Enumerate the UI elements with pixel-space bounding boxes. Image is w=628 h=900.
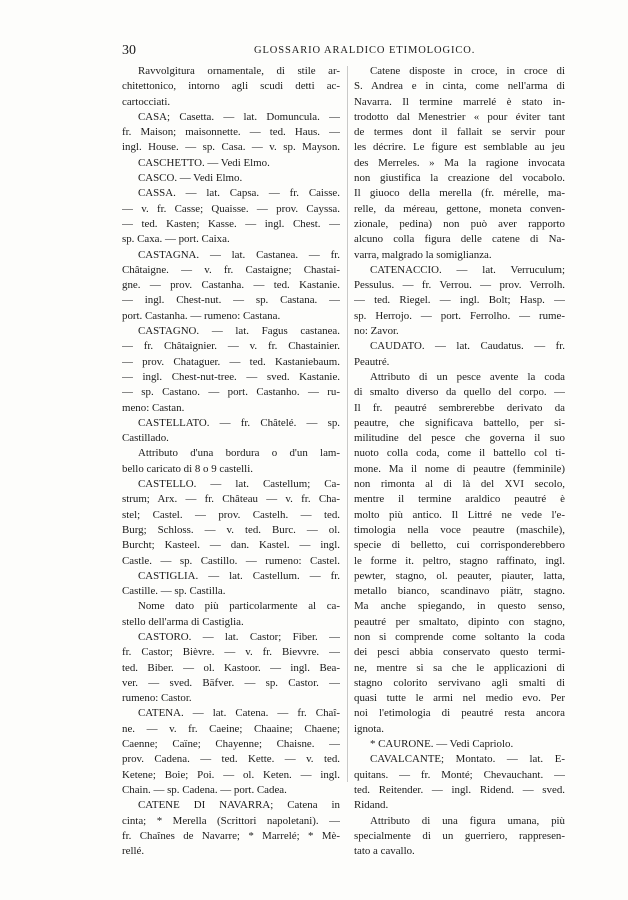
text-line: specialmente di un guerriero, rappresen-: [354, 829, 565, 842]
text-line: CASCHETTO. — Vedi Elmo.: [138, 156, 270, 169]
text-line: Attributo di una figura umana, più: [370, 814, 565, 827]
text-line: metallo bianco, scandinavo piätr, stagno.: [354, 585, 565, 598]
text-line: ignota.: [354, 722, 384, 735]
text-line: mentre il termine araldico peautré è: [354, 493, 565, 506]
text-line: * CAURONE. — Vedi Capriolo.: [370, 738, 514, 751]
text-line: des Merreles. » Ma la ragione invocata: [354, 156, 565, 169]
text-line: fr. Maison; maisonnette. — ted. Haus. —: [122, 126, 340, 139]
text-line: Ridand.: [354, 799, 389, 812]
page-header: [122, 43, 564, 61]
text-line: bello caricato di 8 o 9 castelli.: [122, 462, 253, 475]
text-line: — v. fr. Casse; Quaisse. — prov. Cayssa.: [122, 202, 340, 215]
text-line: ne. — v. fr. Caeine; Chaaine; Chaene;: [122, 722, 340, 735]
text-line: varra, malgrado la somiglianza.: [354, 248, 492, 261]
text-line: — ingl. Chest-nut-tree. — sved. Kastanie.: [122, 370, 340, 383]
text-line: peautre, che significava battello, per si-: [354, 416, 565, 429]
text-line: sp. Herrojo. — port. Ferrolho. — rume-: [354, 309, 565, 322]
text-line: CATENA. — lat. Catena. — fr. Chaî-: [138, 707, 340, 720]
text-line: fr. Castor; Bièvre. — v. fr. Bievvre. —: [122, 646, 340, 659]
text-line: nuoto colla coda, come il battello col ti-: [354, 447, 565, 460]
text-line: port. Castanha. — rumeno: Castana.: [122, 309, 281, 322]
text-line: noi l'etimologia di peautré resta ancora: [354, 707, 565, 720]
text-line: Burcht; Kasteel. — dan. Kastel. — ingl.: [122, 539, 340, 552]
text-line: CATENE DI NAVARRA; Catena in: [138, 799, 340, 812]
text-line: ingl. House. — sp. Casa. — v. sp. Mayson.: [122, 141, 340, 154]
text-line: chitettonico, intorno agli scudi detti ac-: [122, 80, 340, 93]
text-line: S. Andrea e in cinta, come nell'arma di: [354, 80, 565, 93]
text-line: le forme it. peltro, stagno raffinato, ingl.: [354, 554, 565, 567]
text-line: ted. Reitender. — ingl. Ridend. — sved.: [354, 783, 565, 796]
text-line: CASTAGNA. — lat. Castanea. — fr.: [138, 248, 340, 261]
text-line: Navarra. Il termine marrelé è stato in-: [354, 95, 565, 108]
text-line: CASTIGLIA. — lat. Castellum. — fr.: [138, 569, 340, 582]
text-line: Pessulus. — fr. Verrou. — prov. Verrolh.: [354, 279, 565, 292]
text-line: CASTORO. — lat. Castor; Fiber. —: [138, 630, 340, 643]
text-line: les décrire. Le figure est semblable au jeu: [354, 141, 565, 154]
text-line: de termes dont il fallait se servir pour: [354, 126, 565, 139]
text-line: Peautré.: [354, 355, 390, 368]
text-line: Burg; Schloss. — v. ted. Burc. — ol.: [122, 523, 340, 536]
text-line: stello dell'arma di Castiglia.: [122, 615, 244, 628]
text-line: peautré per smaltato, dipinto con stagno,: [354, 615, 565, 628]
text-line: strum; Arx. — fr. Château — v. fr. Cha-: [122, 493, 340, 506]
text-line: — ingl. Chest-nut. — sp. Castana. —: [122, 294, 340, 307]
text-line: quasi tutte le armi nel medio evo. Per: [354, 692, 565, 705]
right-column: [354, 64, 565, 859]
text-line: non rimonta al di là del XVI secolo,: [354, 478, 565, 491]
text-line: prov. Cadena. — ted. Kette. — v. ted.: [122, 753, 340, 766]
text-line: gne. — prov. Castanha. — ted. Kastanie.: [122, 279, 340, 292]
text-line: Attributo d'una bordura o d'un lam-: [138, 447, 340, 460]
column-divider: [347, 66, 348, 782]
running-title: GLOSSARIO ARALDICO ETIMOLOGICO.: [254, 45, 476, 56]
text-line: meno: Castan.: [122, 401, 185, 414]
text-line: specie di belletto, cui corrisponderebbero: [354, 539, 565, 552]
text-line: cinta; * Merella (Scrittori napoletani). —: [122, 814, 340, 827]
text-line: non giustifica la creazione del vocabolo.: [354, 172, 565, 185]
text-line: mone. Ma il nome di peautre (femminile): [354, 462, 565, 475]
text-line: militudine del pesce che governa il suo: [354, 432, 565, 445]
page-number: 30: [122, 43, 136, 58]
text-line: — sp. Castano. — port. Castanho. — ru-: [122, 386, 340, 399]
text-line: tato a cavallo.: [354, 845, 415, 858]
text-line: — ted. Kasten; Kasse. — ingl. Chest. —: [122, 217, 340, 230]
text-line: non si comprende come soltanto la coda: [354, 630, 565, 643]
text-line: CAUDATO. — lat. Caudatus. — fr.: [370, 340, 565, 353]
text-line: Chain. — sp. Cadena. — port. Cadea.: [122, 783, 287, 796]
text-line: trodotto dal Menestrier « pour éviter tant: [354, 110, 565, 123]
text-line: Il giuoco della merella (fr. mérelle, ma-: [354, 187, 565, 200]
text-line: sp. Caxa. — port. Caixa.: [122, 233, 230, 246]
text-line: CASCO. — Vedi Elmo.: [138, 172, 243, 185]
text-line: alcuno colla figura delle catene di Na-: [354, 233, 565, 246]
text-line: Nome dato più particolarmente al ca-: [138, 600, 340, 613]
text-line: CATENACCIO. — lat. Verruculum;: [370, 263, 565, 276]
text-line: Catene disposte in croce, in croce di: [370, 65, 565, 77]
text-line: Castille. — sp. Castilla.: [122, 585, 226, 598]
text-line: Ma anche spiegando, in questo senso,: [354, 600, 565, 613]
text-line: Châtaigne. — v. fr. Castaigne; Chastai-: [122, 263, 340, 276]
text-line: fr. Chaînes de Navarre; * Marrelé; * Mè-: [122, 829, 340, 842]
text-line: Ketene; Boie; Poi. — ol. Keten. — ingl.: [122, 768, 340, 781]
text-line: zionale, pedina) non può aver rapporto: [354, 217, 565, 230]
left-column: [122, 64, 340, 859]
text-line: cartocciati.: [122, 95, 171, 108]
text-line: stagno colorito servivano agli smalti di: [354, 676, 565, 689]
text-line: — prov. Chataguer. — ted. Kastaniebaum.: [122, 355, 340, 368]
text-line: Il fr. peautré sembrerebbe derivato da: [354, 401, 565, 414]
text-line: no: Zavor.: [354, 325, 399, 338]
text-line: pewter, stagno, ol. peauter, piauter, latta,: [354, 569, 565, 582]
text-line: Ravvolgitura ornamentale, di stile ar-: [138, 65, 340, 77]
text-line: CASTELLATO. — fr. Châtelé. — sp.: [138, 416, 340, 429]
text-line: CASA; Casetta. — lat. Domuncula. —: [138, 110, 340, 123]
text-line: Castle. — sp. Castillo. — rumeno: Castel.: [122, 554, 340, 567]
text-line: di smalto diverso da quello del corpo. —: [354, 386, 565, 399]
text-line: rumeno: Castor.: [122, 692, 192, 705]
text-line: stel; Castel. — prov. Castelh. — ted.: [122, 508, 340, 521]
text-line: molto più antico. Il Littré ne vede l'e-: [354, 508, 565, 521]
text-line: rellé.: [122, 845, 145, 858]
text-line: CASSA. — lat. Capsa. — fr. Caisse.: [138, 187, 340, 200]
text-line: Attributo di un pesce avente la coda: [370, 370, 565, 383]
text-line: ver. — sved. Bäfver. — sp. Castor. —: [122, 676, 340, 689]
text-line: Caenne; Caïne; Chayenne; Chaisne. —: [122, 738, 340, 751]
text-line: quitans. — fr. Monté; Chevauchant. —: [354, 768, 565, 781]
text-line: ted. Biber. — ol. Kastoor. — ingl. Bea-: [122, 661, 340, 674]
text-line: dei pesci abbia conservato questo termi-: [354, 646, 565, 659]
text-line: CASTAGNO. — lat. Fagus castanea.: [138, 325, 340, 338]
text-line: ne, mentre si sa che le applicazioni di: [354, 661, 565, 674]
text-line: relle, da méreau, gettone, moneta conven-: [354, 202, 565, 215]
text-line: — ted. Riegel. — ingl. Bolt; Hasp. —: [354, 294, 565, 307]
text-line: timologia nella voce peautre (maschile),: [354, 523, 565, 536]
text-line: CASTELLO. — lat. Castellum; Ca-: [138, 478, 340, 491]
text-line: — fr. Châtaignier. — v. fr. Chastainier.: [122, 340, 340, 353]
text-line: Castillado.: [122, 432, 169, 445]
text-line: CAVALCANTE; Montato. — lat. E-: [370, 753, 565, 766]
